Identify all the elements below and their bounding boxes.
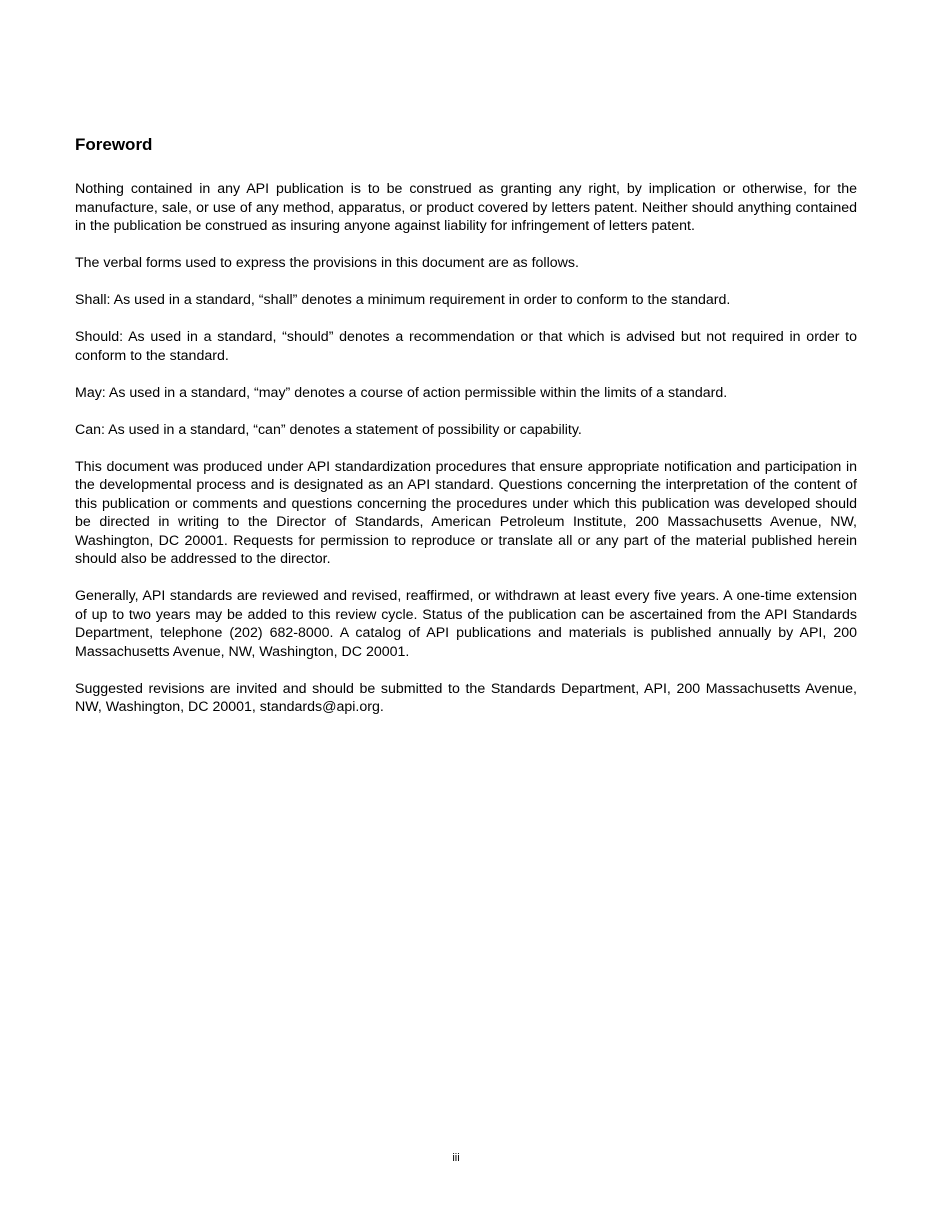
paragraph-review-cycle: Generally, API standards are reviewed and revised, reaffirmed, or withdrawn at least every five years. A one-time extension of up to two years may be added to this review cycle. Status of the publication can be ascertained from the API Standards Department, telephone (202) 682-8000. A catalog of API publications and materials is published annually by API, 200 Massachusetts Avenue, NW, Washington, DC 20001.: [75, 588, 857, 660]
paragraph-verbal-forms: The verbal forms used to express the provisions in this document are as follows.: [75, 255, 579, 271]
foreword-section: [75, 134, 857, 735]
paragraph-can: Can: As used in a standard, “can” denotes a statement of possibility or capability.: [75, 421, 582, 438]
page-number: iii: [452, 1152, 460, 1164]
page-title: Foreword: [75, 135, 153, 154]
paragraph-suggested-revisions: Suggested revisions are invited and should be submitted to the Standards Department, API, 200 Massachusetts Avenue, NW, Washington, DC 20001, standards@api.org.: [75, 680, 857, 715]
paragraph-standardization: This document was produced under API standardization procedures that ensure appropriate notification and participation in the developmental process and is designated as an API standard. Questions concerning the interpretation of the content of this publication or comments and questions concerning the procedures under which this publication was developed should be directed in writing to the Director of Standards, American Petroleum Institute, 200 Massachusetts Avenue, NW, Washington, DC 20001. Requests for permission to reproduce or translate all or any part of the material published herein should also be addressed to the director.: [75, 458, 857, 567]
paragraph-shall: Shall: As used in a standard, “shall” denotes a minimum requirement in order to conform to the standard.: [75, 292, 731, 308]
paragraph-patent-disclaimer: Nothing contained in any API publication is to be construed as granting any right, by implication or otherwise, for the manufacture, sale, or use of any method, apparatus, or product covered by letters patent. Neither should anything contained in the publication be construed as insuring anyone against liability for infringement of letters patent.: [75, 181, 857, 234]
paragraph-should: Should: As used in a standard, “should” denotes a recommendation or that which is advised but not required in order to conform to the standard.: [75, 329, 857, 364]
paragraph-may: May: As used in a standard, “may” denotes a course of action permissible within the limits of a standard.: [75, 384, 728, 401]
